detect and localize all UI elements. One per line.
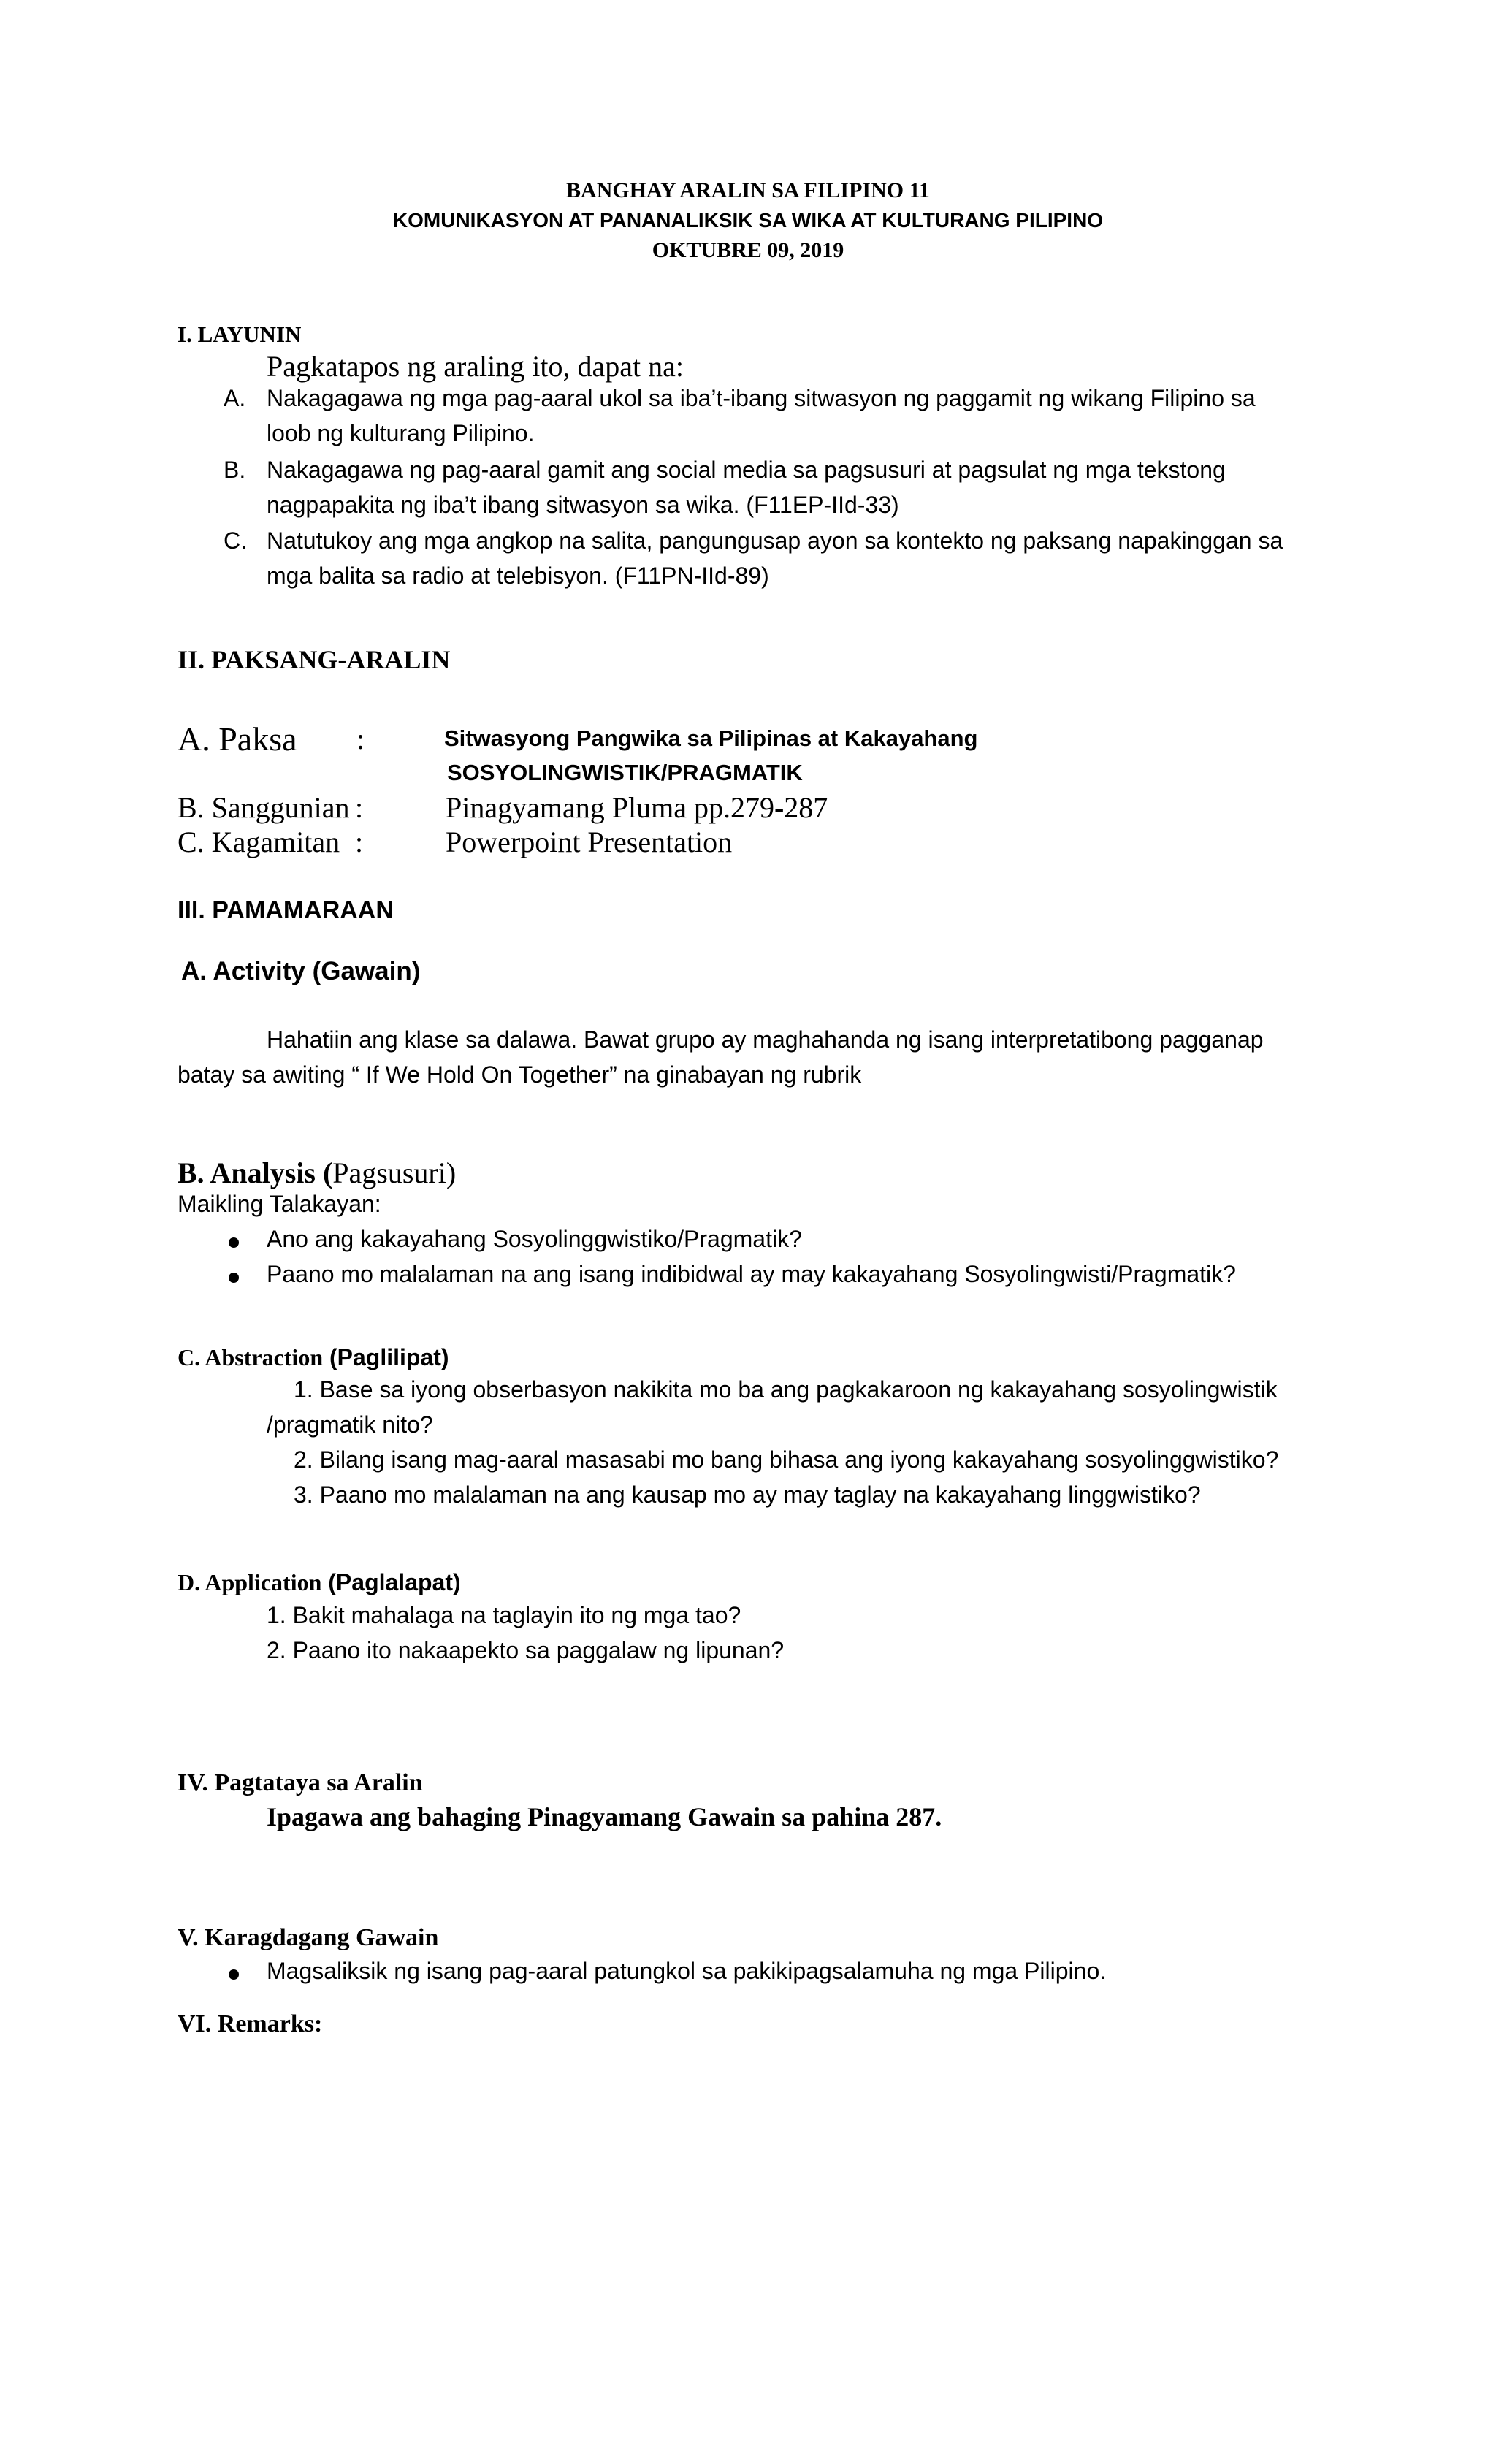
- list-item: Paano mo malalaman na ang isang indibidwal ay may kakayahang Sosyolingwisti/Pragmatik?: [267, 1261, 1236, 1287]
- activity-text-line2: batay sa awiting “ If We Hold On Together” na ginabayan ng rubrik: [178, 1061, 862, 1088]
- bullet-icon: [229, 1273, 239, 1283]
- sanggunian-colon: :: [355, 791, 364, 824]
- sanggunian-label: B. Sanggunian: [178, 791, 350, 824]
- list-item: Magsaliksik ng isang pag-aaral patungkol sa pakikipagsalamuha ng mga Pilipino.: [267, 1958, 1107, 1984]
- list-item-text: mga balita sa radio at telebisyon. (F11PN-IId-89): [267, 562, 769, 589]
- analysis-heading-normal: Pagsusuri): [332, 1156, 457, 1189]
- application-heading-main: D. Application: [178, 1569, 322, 1595]
- pagtataya-heading: IV. Pagtataya sa Aralin: [178, 1769, 423, 1796]
- list-item: 3. Paano mo malalaman na ang kausap mo ay may taglay na kakayahang linggwistiko?: [294, 1481, 1201, 1508]
- paksa-label: A. Paksa: [178, 720, 297, 758]
- list-item-text: Natutukoy ang mga angkop na salita, pangungusap ayon sa kontekto ng paksang napakinggan sa: [267, 527, 1283, 554]
- list-item-text: nagpapakita ng iba’t ibang sitwasyon sa wika. (F11EP-IId-33): [267, 492, 899, 518]
- abstraction-heading-main: C. Abstraction: [178, 1344, 324, 1370]
- analysis-heading: [178, 1156, 456, 1190]
- list-marker: C.: [224, 527, 247, 554]
- list-marker: A.: [224, 385, 246, 411]
- kagamitan-colon: :: [355, 825, 364, 858]
- sanggunian-value: Pinagyamang Pluma pp.279-287: [446, 791, 828, 824]
- bullet-icon: [229, 1969, 239, 1980]
- layunin-intro: Pagkatapos ng araling ito, dapat na:: [267, 350, 684, 383]
- document-title: BANGHAY ARALIN SA FILIPINO 11: [566, 178, 930, 202]
- list-marker: B.: [224, 457, 246, 483]
- list-item: 1. Bakit mahalaga na taglayin ito ng mga tao?: [267, 1602, 741, 1628]
- abstraction-heading-sub: (Paglilipat): [323, 1344, 449, 1370]
- analysis-heading-bold: B. Analysis (: [178, 1156, 333, 1189]
- pamamaraan-heading: III. PAMAMARAAN: [178, 896, 394, 924]
- application-heading: [178, 1569, 461, 1596]
- remarks-heading: VI. Remarks:: [178, 2010, 323, 2037]
- layunin-heading: I. LAYUNIN: [178, 321, 302, 347]
- list-item: Ano ang kakayahang Sosyolinggwistiko/Pragmatik?: [267, 1226, 802, 1252]
- list-item-text: Nakagagawa ng mga pag-aaral ukol sa iba’t-ibang sitwasyon ng paggamit ng wikang Filipino sa: [267, 385, 1256, 411]
- kagamitan-value: Powerpoint Presentation: [446, 825, 733, 858]
- pagtataya-text: Ipagawa ang bahaging Pinagyamang Gawain sa pahina 287.: [267, 1802, 942, 1831]
- analysis-subheading: Maikling Talakayan:: [178, 1191, 381, 1217]
- list-item-text: loob ng kulturang Pilipino.: [267, 420, 535, 446]
- paksang-aralin-heading: II. PAKSANG-ARALIN: [178, 645, 451, 674]
- paksa-value-line2: SOSYOLINGWISTIK/PRAGMATIK: [447, 760, 803, 785]
- list-item: 1. Base sa iyong obserbasyon nakikita mo ba ang pagkakaroon ng kakayahang sosyolingwistik: [294, 1376, 1278, 1403]
- application-heading-sub: (Paglalapat): [321, 1569, 461, 1595]
- karagdagan-heading: V. Karagdagang Gawain: [178, 1924, 439, 1951]
- paksa-value: Sitwasyong Pangwika sa Pilipinas at Kakayahang: [444, 725, 978, 751]
- document-subtitle: KOMUNIKASYON AT PANANALIKSIK SA WIKA AT KULTURANG PILIPINO: [392, 209, 1104, 232]
- paksa-colon: :: [356, 722, 365, 755]
- list-item: 2. Bilang isang mag-aaral masasabi mo bang bihasa ang iyong kakayahang sosyolinggwistiko?: [294, 1446, 1279, 1473]
- list-item: 2. Paano ito nakaapekto sa paggalaw ng lipunan?: [267, 1637, 785, 1663]
- abstraction-heading: [178, 1344, 449, 1371]
- kagamitan-label: C. Kagamitan: [178, 825, 340, 858]
- activity-text: Hahatiin ang klase sa dalawa. Bawat grupo ay maghahanda ng isang interpretatibong pagganap: [267, 1026, 1264, 1053]
- document-date: OKTUBRE 09, 2019: [652, 238, 844, 262]
- bullet-icon: [229, 1237, 239, 1248]
- activity-heading: A. Activity (Gawain): [181, 957, 421, 985]
- list-item-text: Nakagagawa ng pag-aaral gamit ang social media sa pagsusuri at pagsulat ng mga tekstong: [267, 457, 1226, 483]
- list-item-continuation: /pragmatik nito?: [267, 1411, 433, 1438]
